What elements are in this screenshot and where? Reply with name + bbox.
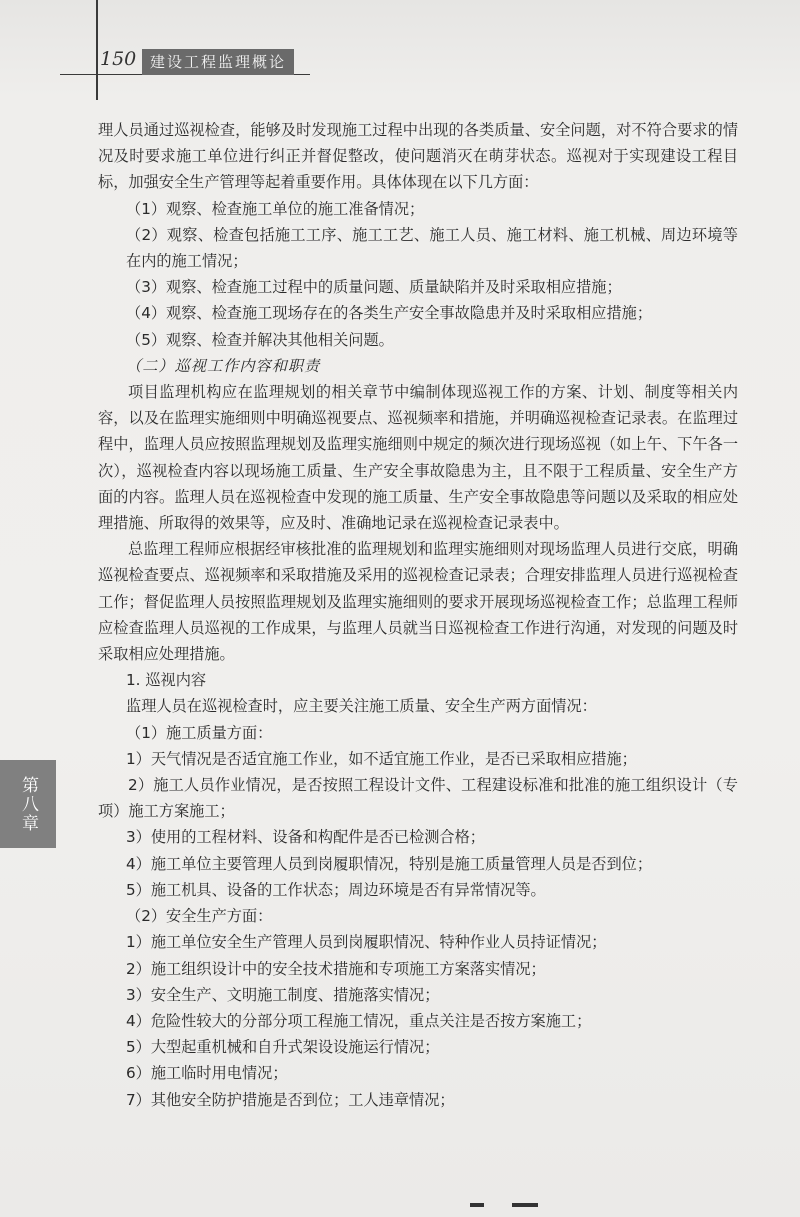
list-item: 7）其他安全防护措施是否到位；工人违章情况； [126, 1090, 455, 1109]
section-heading: （二）巡视工作内容和职责 [126, 356, 321, 375]
paragraph-intro: 理人员通过巡视检查，能够及时发现施工过程中出现的各类质量、安全问题，对不符合要求的情况及时要求施工单位进行纠正并督促整改，使问题消灭在萌芽状态。巡视对于实现建设工程目标，加强安全生产管理等起着重要作用。具体体现在以下几方面： [98, 121, 738, 192]
header-vertical-rule [96, 0, 98, 100]
list-item: 4）施工单位主要管理人员到岗履职情况，特别是施工质量管理人员是否到位； [126, 854, 653, 873]
page-number: 150 [100, 48, 137, 70]
list-item: 3）使用的工程材料、设备和构配件是否已检测合格； [126, 828, 485, 847]
list-item: （3）观察、检查施工过程中的质量问题、质量缺陷并及时采取相应措施； [126, 278, 622, 297]
paragraph: 项目监理机构应在监理规划的相关章节中编制体现巡视工作的方案、计划、制度等相关内容，以及在监理实施细则中明确巡视要点、巡视频率和措施，并明确巡视检查记录表。在监理过程中，监理人员应按照监理规划及监理实施细则中规定的频次进行现场巡视（如上午、下午各一次），巡视检查内容以现场施工质量、生产安全事故隐患为主，且不限于工程质量、安全生产方面的内容。监理人员在巡视检查中发现的施工质量、生产安全事故隐患等问题以及采取的相应处理措施、所取得的效果等，应及时、准确地记录在巡视检查记录表中。 [98, 383, 738, 533]
list-item: 1）施工单位安全生产管理人员到岗履职情况、特种作业人员持证情况； [126, 933, 607, 952]
list-item: 6）施工临时用电情况； [126, 1064, 288, 1083]
list-item: 3）安全生产、文明施工制度、措施落实情况； [126, 985, 440, 1004]
scan-mark [512, 1203, 538, 1207]
list-item: 5）大型起重机械和自升式架设设施运行情况； [126, 1038, 440, 1057]
list-item: （4）观察、检查施工现场存在的各类生产安全事故隐患并及时采取相应措施； [126, 304, 653, 323]
list-heading: （2）安全生产方面： [126, 907, 273, 926]
list-item: （1）观察、检查施工单位的施工准备情况； [126, 199, 425, 218]
running-title: 建设工程监理概论 [142, 49, 294, 75]
list-item: 4）危险性较大的分部分项工程施工情况，重点关注是否按方案施工； [126, 1011, 592, 1030]
paragraph: 总监理工程师应根据经审核批准的监理规划和监理实施细则对现场监理人员进行交底，明确巡视检查要点、巡视频率和采取措施及采用的巡视检查记录表；合理安排监理人员进行巡视检查工作；督促监理人员按照监理规划及监理实施细则的要求开展现场巡视检查工作；总监理工程师应检查监理人员巡视的工作成果，与监理人员就当日巡视检查工作进行沟通，对发现的问题及时采取相应处理措施。 [98, 540, 738, 664]
scan-mark [470, 1203, 484, 1207]
list-item: （2）观察、检查包括施工工序、施工工艺、施工人员、施工材料、施工机械、周边环境等在内的施工情况； [126, 225, 738, 271]
list-item: （5）观察、检查并解决其他相关问题。 [126, 330, 394, 349]
list-item: 2）施工人员作业情况，是否按照工程设计文件、工程建设标准和批准的施工组织设计（专项）施工方案施工； [98, 776, 738, 821]
paragraph: 监理人员在巡视检查时，应主要关注施工质量、安全生产两方面情况： [126, 697, 597, 716]
chapter-tab: 第八章 [0, 760, 56, 848]
page-body [98, 117, 738, 1113]
subsection-heading: 1. 巡视内容 [126, 671, 207, 690]
list-heading: （1）施工质量方面： [126, 723, 273, 742]
list-item: 5）施工机具、设备的工作状态；周边环境是否有异常情况等。 [126, 880, 546, 899]
list-item: 1）天气情况是否适宜施工作业，如不适宜施工作业，是否已采取相应措施； [126, 749, 637, 768]
list-item: 2）施工组织设计中的安全技术措施和专项施工方案落实情况； [126, 959, 546, 978]
